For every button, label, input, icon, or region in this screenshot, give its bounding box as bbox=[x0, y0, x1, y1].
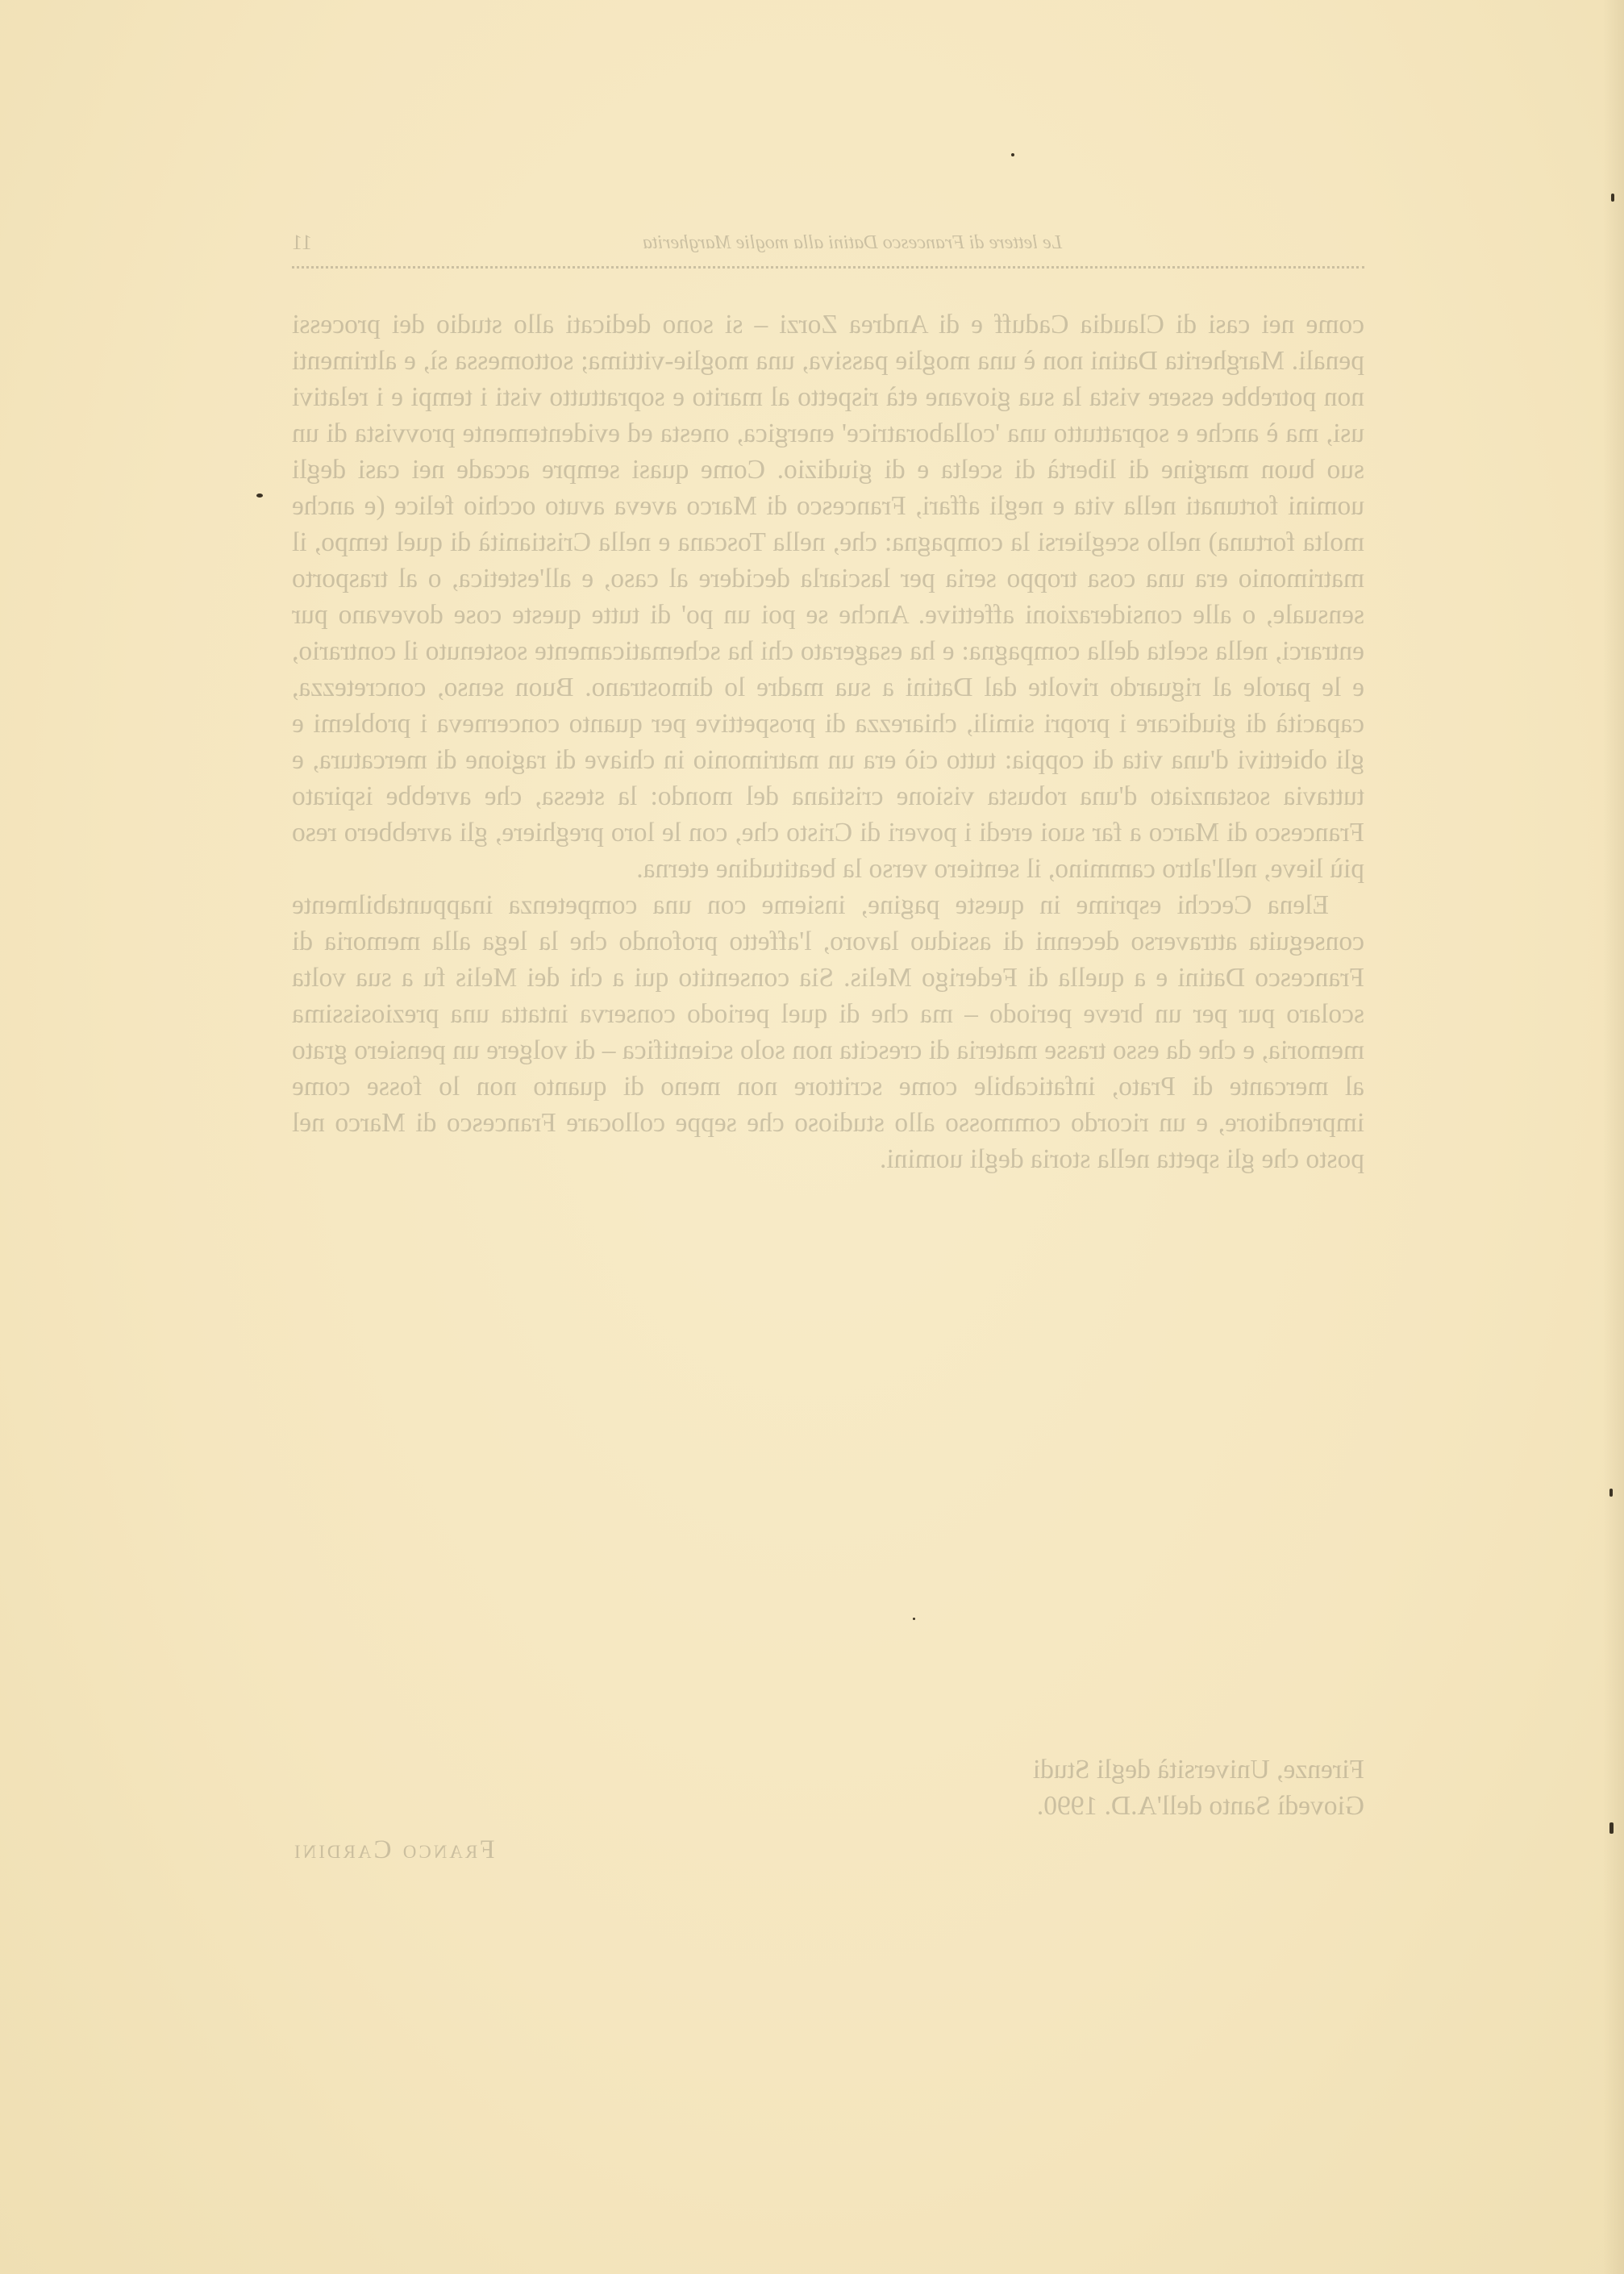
running-header bbox=[292, 231, 1364, 263]
paragraph-1: come nei casi di Claudia Caduff e di Andrea Zorzi – si sono dedicati allo studio dei processi penali. Margherita Datini non è una moglie passiva, una moglie-vittima; sottomessa sì, e altrimenti non potrebbe essere vista la sua giovane età rispetto al marito e soprattutto visti i tempi e i relativi usi, ma è anche e soprattutto una 'collaboratrice' energica, onesta ed evidentemente provvista di un suo buon margine di libertà di scelta e di giudizio. Come quasi sempre accade nei casi degli uomini fortunati nella vita e negli affari, Francesco di Marco aveva avuto occhio felice (e anche molta fortuna) nello scegliersi la compagna: che, nella Toscana e nella Cristianità di quel tempo, il matrimonio era una cosa troppo seria per lasciarla decidere al caso, e all'estetica, o al trasporto sensuale, o alle considerazioni affettive. Anche se poi un po' di tutte queste cose dovevano pur entrarci, nella scelta della compagna: e ha esagerato chi ha schematicamente sostenuto il contrario, e le parole al riguardo rivolte dal Datini a sua madre lo dimostrano. Buon senso, concretezza, capacità di giudicare i propri simili, chiarezza di prospettive per quanto concerneva i problemi e gli obiettivi d'una vita di coppia: tutto ciò era un matrimonio in chiave di ragione di mercatura, e tuttavia sostanziato d'una robusta visione cristiana del mondo: la stessa, che avrebbe ispirato Francesco di Marco a far suoi eredi i poveri di Cristo che, con le loro preghiere, gli avrebbero reso più lieve, nell'altro cammino, il sentiero verso la beatitudine eterna. bbox=[292, 310, 1364, 884]
paper-speck bbox=[913, 1618, 915, 1620]
paper-speck bbox=[256, 494, 263, 498]
paper-speck bbox=[1611, 194, 1614, 202]
paragraph-2: Elena Cecchi esprime in queste pagine, insieme con una competenza inappuntabilmente conseguita attraverso decenni di assiduo lavoro, l'affetto profondo che la lega alla memoria di Francesco Datini e a quella di Federigo Melis. Sia consentito qui a chi dei Melis fu a sua volta scolaro pur per un breve periodo – ma che di quel periodo conserva intatta una preziosissima memoria, e che da esso trasse materia di crescita non solo scientifica – di volgere un pensiero grato al mercante di Prato, infaticabile come scrittore non meno di quanto non lo fosse come imprenditore, e un ricordo commosso allo studioso che seppe collocare Francesco di Marco nel posto che gli spetta nella storia degli uomini. bbox=[292, 890, 1364, 1174]
signature-date: Giovedì Santo dell'A.D. 1990. bbox=[1036, 1791, 1364, 1821]
signature-place: Firenze, Università degli Studi bbox=[1032, 1755, 1364, 1785]
author-name: Franco Cardini bbox=[292, 1835, 495, 1864]
header-rule bbox=[292, 266, 1364, 269]
signature-block bbox=[292, 1751, 1364, 1824]
paper-speck bbox=[1609, 1822, 1614, 1834]
body-text bbox=[292, 306, 1364, 1177]
running-title: Le lettere di Francesco Datini alla moglie Margherita bbox=[642, 232, 1063, 253]
paper-speck bbox=[1609, 1489, 1613, 1497]
page-number: 11 bbox=[292, 231, 313, 254]
paper-speck bbox=[1011, 153, 1014, 156]
